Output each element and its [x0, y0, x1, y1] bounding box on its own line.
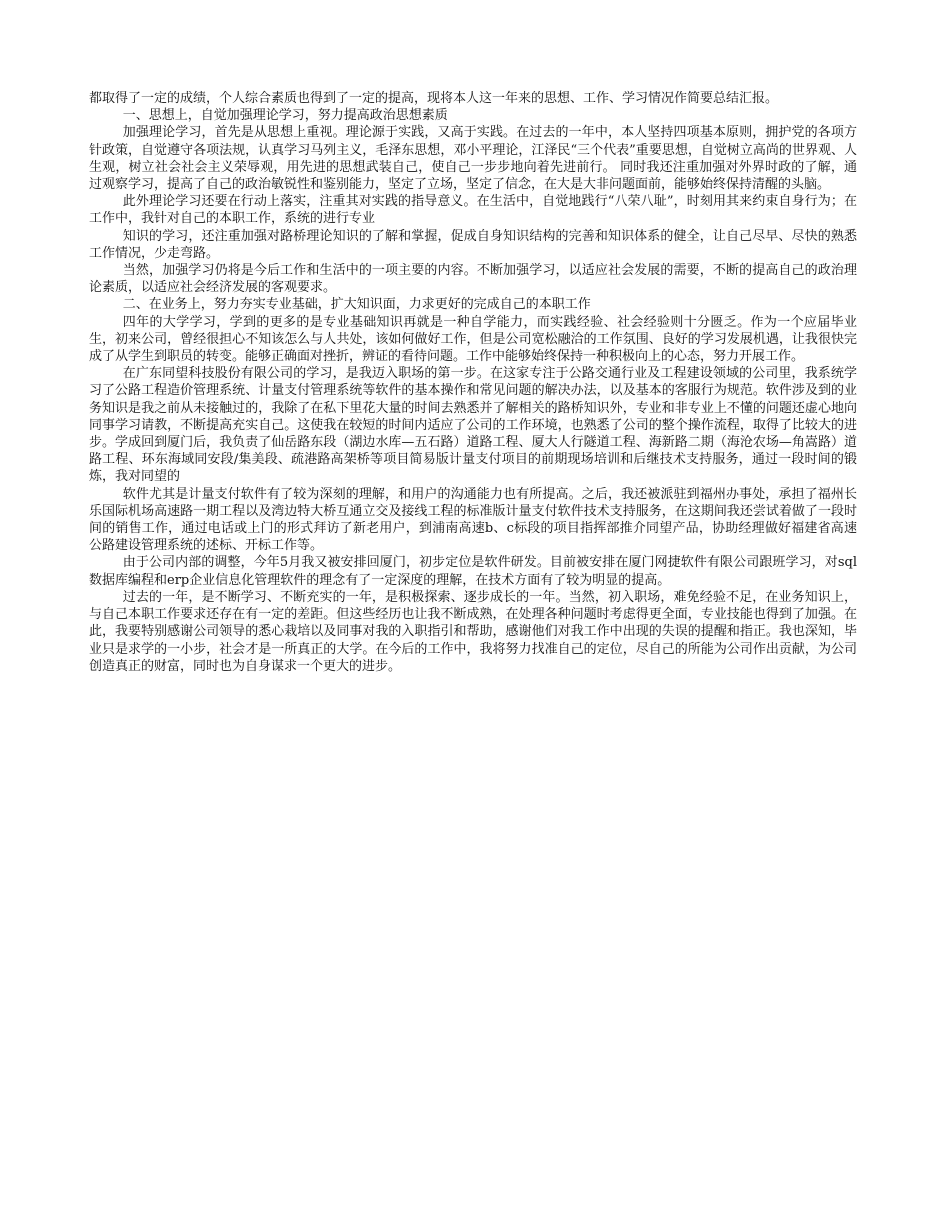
- paragraph-knowledge: 知识的学习，还注重加强对路桥理论知识的了解和掌握，促成自身知识结构的完善和知识体系的健全，让自己尽早、尽快的熟悉工作情况，少走弯路。: [89, 228, 857, 261]
- document-body: [89, 90, 857, 675]
- paragraph-adjustment: 由于公司内部的调整，今年5月我又被安排回厦门，初步定位是软件研发。目前被安排在厦门网捷软件有限公司跟班学习，对sql数据库编程和erp企业信息化管理软件的理念有了一定深度的理解，在技术方面有了较为明显的提高。: [89, 555, 857, 588]
- paragraph-company-study: 在广东同望科技股份有限公司的学习，是我迈入职场的第一步。在这家专注于公路交通行业及工程建设领域的公司里，我系统学习了公路工程造价管理系统、计量支付管理系统等软件的基本操作和常见问题的解决办法，以及基本的客服行为规范。软件涉及到的业务知识是我之前从未接触过的，我除了在私下里花大量的时间去熟悉并了解相关的路桥知识外，专业和非专业上不懂的问题还虚心地向同事学习请教，不断提高充实自己。这使我在较短的时间内适应了公司的工作环境，也熟悉了公司的整个操作流程，取得了比较大的进步。学成回到厦门后，我负责了仙岳路东段（湖边水库—五石路）道路工程、厦大人行隧道工程、海新路二期（海沧农场—角嵩路）道路工程、环东海域同安段/集美段、疏港路高架桥等项目简易版计量支付项目的前期现场培训和后继技术支持服务，通过一段时间的锻炼，我对同望的: [89, 366, 857, 485]
- paragraph-intro: 都取得了一定的成绩，个人综合素质也得到了一定的提高，现将本人这一年来的思想、工作、学习情况作简要总结汇报。: [89, 91, 779, 106]
- paragraph-summary: 过去的一年，是不断学习、不断充实的一年，是积极探索、逐步成长的一年。当然，初入职场，难免经验不足，在业务知识上，与自己本职工作要求还存在有一定的差距。但这些经历也让我不断成熟，在处理各种问题时考虑得更全面，专业技能也得到了加强。在此，我要特别感谢公司领导的悉心栽培以及同事对我的入职指引和帮助，感谢他们对我工作中出现的失误的提醒和指正。我也深知，毕业只是求学的一小步，社会才是一所真正的大学。在今后的工作中，我将努力找准自己的定位，尽自己的所能为公司作出贡献，为公司创造真正的财富，同时也为自身谋求一个更大的进步。: [89, 589, 857, 674]
- section-heading-business: 二、在业务上，努力夯实专业基础，扩大知识面，力求更好的完成自己的本职工作: [122, 297, 591, 313]
- section-heading-thought: 一、思想上，自觉加强理论学习，努力提高政治思想素质: [122, 108, 448, 124]
- paragraph-theory-study: 加强理论学习，首先是从思想上重视。理论源于实践，又高于实践。在过去的一年中，本人坚持四项基本原则，拥护党的各项方针政策，自觉遵守各项法规，认真学习马列主义，毛泽东思想，邓小平理论，江泽民“三个代表”重要思想，自觉树立高尚的世界观、人生观，树立社会社会主义荣辱观，用先进的思想武装自己，使自己一步步地向着先进前行。 同时我还注重加强对外界时政的了解，通过观察学习，提高了自己的政治敏锐性和鉴别能力，坚定了立场，坚定了信念，在大是大非问题面前，能够始终保持清醒的头脑。: [89, 125, 857, 193]
- paragraph-practice: 此外理论学习还要在行动上落实，注重其对实践的指导意义。在生活中，自觉地践行“八荣八耻”，时刻用其来约束自身行为；在工作中，我针对自己的本职工作，系统的进行专业: [89, 194, 857, 227]
- paragraph-software: 软件尤其是计量支付软件有了较为深刻的理解，和用户的沟通能力也有所提高。之后，我还被派驻到福州办事处，承担了福州长乐国际机场高速路一期工程以及湾边特大桥互通立交及接线工程的标准版计量支付软件技术支持服务，在这期间我还尝试着做了一段时间的销售工作，通过电话或上门的形式拜访了新老用户，到浦南高速b、c标段的项目指挥部推介同望产品，协助经理做好福建省高速公路建设管理系统的述标、开标工作等。: [89, 486, 857, 554]
- paragraph-continued-study: 当然，加强学习仍将是今后工作和生活中的一项主要的内容。不断加强学习，以适应社会发展的需要，不断的提高自己的政治理论素质，以适应社会经济发展的客观要求。: [89, 263, 857, 296]
- paragraph-university: 四年的大学学习，学到的更多的是专业基础知识再就是一种自学能力，而实践经验、社会经验则十分匮乏。作为一个应届毕业生，初来公司，曾经很担心不知该怎么与人共处，该如何做好工作，但是公司宽松融洽的工作氛围、良好的学习发展机遇，让我很快完成了从学生到职员的转变。能够正确面对挫折，辨证的看待问题。工作中能够始终保持一种积极向上的心态，努力开展工作。: [89, 314, 857, 365]
